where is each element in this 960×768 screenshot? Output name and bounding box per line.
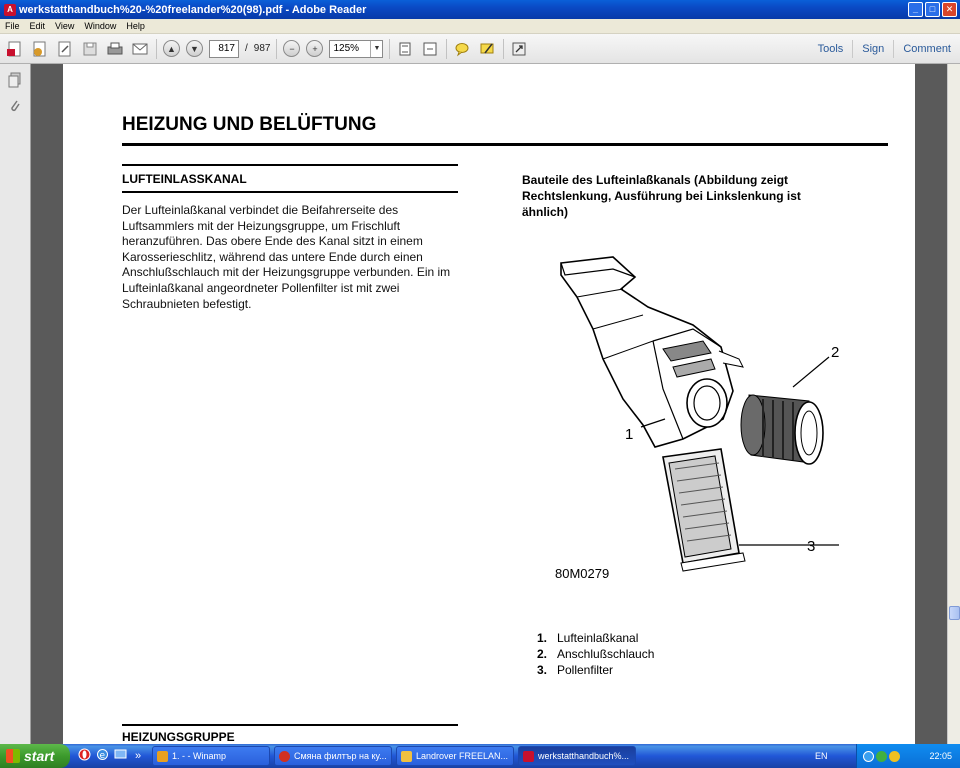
taskbar-item-winamp[interactable] bbox=[152, 746, 270, 766]
save-icon[interactable] bbox=[80, 39, 100, 59]
previous-page-button[interactable]: ▲ bbox=[163, 40, 180, 57]
opera-icon[interactable] bbox=[76, 748, 92, 764]
legend-number: 2. bbox=[537, 647, 548, 661]
adobe-reader-icon: A bbox=[4, 4, 16, 16]
quick-launch-expand-icon[interactable]: » bbox=[134, 750, 142, 762]
toolbar bbox=[0, 34, 960, 64]
toolbar-separator bbox=[156, 39, 157, 59]
page-total: 987 bbox=[253, 43, 271, 54]
zoom-in-button[interactable]: + bbox=[306, 40, 323, 57]
zoom-select[interactable] bbox=[329, 40, 383, 58]
zoom-out-button[interactable]: − bbox=[283, 40, 300, 57]
page-separator: / bbox=[245, 43, 248, 54]
title-rule bbox=[122, 143, 888, 146]
alert-icon[interactable] bbox=[889, 751, 900, 762]
figure-caption: Bauteile des Lufteinlaßkanals (Abbildung zeigt Rechtslenkung, Ausführung bei Linkslenkung ist ähnlich) bbox=[522, 173, 801, 219]
email-icon[interactable] bbox=[130, 39, 150, 59]
pdf-page bbox=[63, 64, 915, 744]
menu-help[interactable]: Help bbox=[126, 21, 145, 31]
toolbar-separator bbox=[276, 39, 277, 59]
legend-number: 1. bbox=[537, 631, 548, 645]
system-tray bbox=[815, 744, 960, 768]
internet-explorer-icon[interactable] bbox=[94, 748, 110, 764]
legend-label: Anschlußschlauch bbox=[557, 647, 655, 661]
air-intake-duct-illustration bbox=[543, 249, 843, 589]
start-label: start bbox=[24, 748, 55, 764]
zoom-value: 125% bbox=[333, 43, 360, 54]
legend-item bbox=[537, 662, 654, 678]
minimize-button[interactable]: _ bbox=[908, 2, 923, 17]
callout-3: 3 bbox=[807, 538, 816, 555]
menu-edit[interactable]: Edit bbox=[29, 21, 46, 31]
vertical-scrollbar[interactable] bbox=[947, 64, 960, 744]
legend-label: Lufteinlaßkanal bbox=[557, 631, 639, 645]
title-bar bbox=[0, 0, 960, 19]
menu-view[interactable]: View bbox=[55, 21, 75, 31]
figure-id: 80M0279 bbox=[555, 566, 610, 581]
task-label: werkstatthandbuch%... bbox=[538, 751, 630, 761]
menu-bar bbox=[0, 19, 960, 34]
toolbar-separator bbox=[503, 39, 504, 59]
network-icon[interactable] bbox=[863, 751, 874, 762]
taskbar-item-folder[interactable] bbox=[396, 746, 514, 766]
highlight-icon[interactable] bbox=[477, 39, 497, 59]
task-label: Landrover FREELAN... bbox=[416, 751, 509, 761]
security-icon[interactable] bbox=[876, 751, 887, 762]
section-rule bbox=[122, 164, 458, 166]
fit-width-icon[interactable] bbox=[420, 39, 440, 59]
callout-1: 1 bbox=[625, 426, 634, 443]
figure-legend bbox=[537, 630, 654, 678]
toolbar-separator bbox=[389, 39, 390, 59]
attachments-icon[interactable] bbox=[7, 98, 23, 116]
legend-label: Pollenfilter bbox=[557, 663, 614, 677]
maximize-button[interactable]: □ bbox=[925, 2, 940, 17]
windows-flag-icon bbox=[6, 749, 20, 763]
taskbar-item-adobe-reader[interactable] bbox=[518, 746, 636, 766]
clock: 22:05 bbox=[929, 751, 952, 761]
legend-item bbox=[537, 646, 654, 662]
close-button[interactable]: ✕ bbox=[942, 2, 957, 17]
next-page-button[interactable]: ▼ bbox=[186, 40, 203, 57]
tools-pane-button[interactable]: Tools bbox=[817, 42, 844, 55]
document-viewport[interactable] bbox=[31, 64, 947, 744]
opera-icon bbox=[279, 751, 290, 762]
start-button[interactable] bbox=[0, 744, 70, 768]
page-title: HEIZUNG UND BELÜFTUNG bbox=[122, 114, 377, 135]
pollen-filter bbox=[663, 449, 745, 571]
folder-icon bbox=[401, 751, 412, 762]
svg-text:e: e bbox=[99, 751, 105, 761]
section-title-lufteinlasskanal: LUFTEINLASSKANAL bbox=[122, 172, 247, 186]
edit-pdf-icon[interactable] bbox=[30, 39, 50, 59]
sticky-note-icon[interactable] bbox=[452, 39, 472, 59]
section-body-text: Der Lufteinlaßkanal verbindet die Beifahrerseite des Luftsammlers mit der Heizungsgruppe, um Frischluft heranzuführen. Das obere Ende des Kanal sitzt in einem Karosserieschlitz, während das untere Ende durch einen Anschlußschlauch mit der Heizungsgruppe verbunden. Ein im Lufteinlaßkanal angeordneter Pollenfilter ist mit zwei Schraubnieten befestigt. bbox=[122, 203, 451, 311]
page-number-input[interactable]: 817 bbox=[209, 40, 239, 58]
task-label: Смяна филтър на ку... bbox=[294, 751, 387, 761]
chevron-down-icon[interactable]: ▼ bbox=[370, 41, 382, 57]
fit-page-icon[interactable] bbox=[395, 39, 415, 59]
section-title-heizungsgruppe: HEIZUNGSGRUPPE bbox=[122, 730, 235, 744]
menu-file[interactable]: File bbox=[5, 21, 20, 31]
connection-hose bbox=[741, 395, 823, 464]
adobe-reader-icon bbox=[523, 751, 534, 762]
scrollbar-thumb[interactable] bbox=[949, 606, 960, 620]
create-pdf-icon[interactable] bbox=[5, 39, 25, 59]
quick-launch bbox=[76, 748, 148, 764]
window-title: werkstatthandbuch%20-%20freelander%20(98).pdf - Adobe Reader bbox=[19, 3, 367, 16]
taskbar-item-opera[interactable] bbox=[274, 746, 392, 766]
sign-pane-button[interactable]: Sign bbox=[852, 40, 893, 58]
task-label: 1. - - Winamp bbox=[172, 751, 227, 761]
show-desktop-icon[interactable] bbox=[112, 748, 128, 764]
winamp-icon bbox=[157, 751, 168, 762]
section-rule bbox=[122, 191, 458, 193]
language-indicator[interactable]: EN bbox=[815, 751, 828, 761]
toolbar-separator bbox=[446, 39, 447, 59]
taskbar bbox=[0, 744, 960, 768]
navigation-pane bbox=[0, 64, 31, 744]
fullscreen-icon[interactable] bbox=[509, 39, 529, 59]
legend-number: 3. bbox=[537, 663, 548, 677]
print-icon[interactable] bbox=[105, 39, 125, 59]
legend-item bbox=[537, 630, 654, 646]
callout-2: 2 bbox=[831, 344, 840, 361]
open-file-icon[interactable] bbox=[55, 39, 75, 59]
section-rule bbox=[122, 724, 458, 726]
menu-window[interactable]: Window bbox=[84, 21, 117, 31]
comment-pane-button[interactable]: Comment bbox=[893, 40, 960, 58]
page-thumbnails-icon[interactable] bbox=[7, 72, 23, 90]
